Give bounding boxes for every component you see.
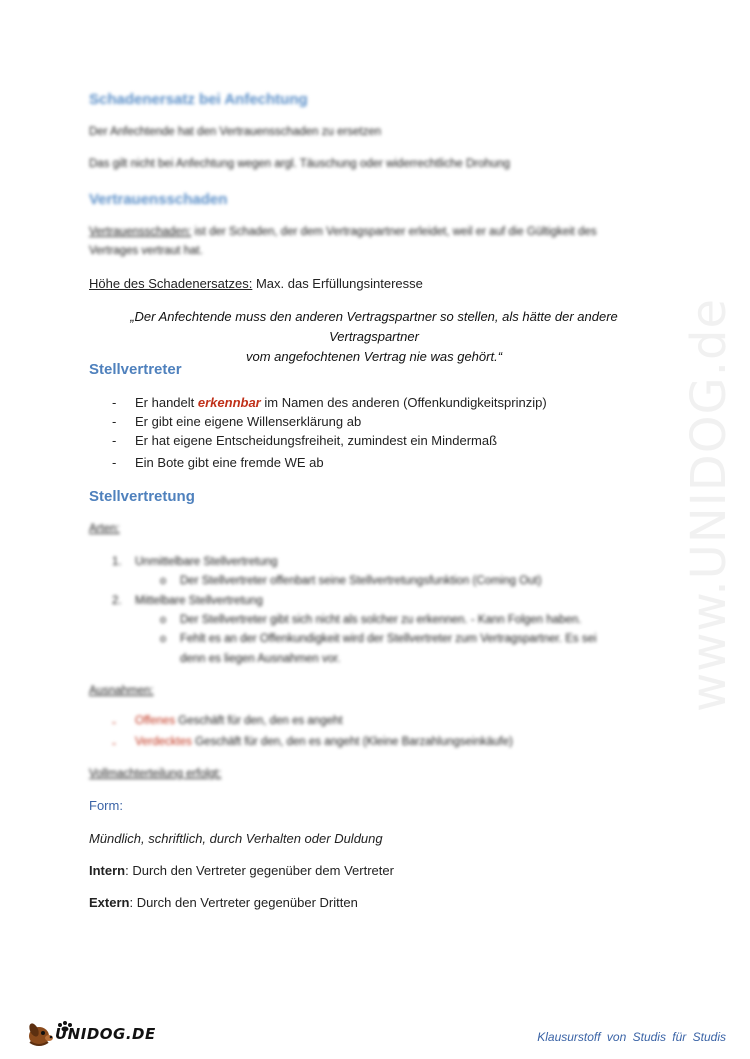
heading-stellvertreter: Stellvertreter [89, 361, 182, 378]
list-item-unmittelbar: Unmittelbare Stellvertretung [135, 556, 278, 568]
sub-bullet: o [160, 575, 167, 587]
bullet-marker: - [112, 395, 117, 410]
vertrauensschaden-definition-line-2: Vertrages vertraut hat. [89, 245, 203, 257]
sub-item-3-line-2: denn es liegen Ausnahmen vor. [180, 653, 341, 665]
anfechtung-line-1: Der Anfechtende hat den Vertrauensschaden zu ersetzen [89, 126, 382, 138]
arten-label: Arten: [89, 523, 120, 535]
sub-item-3-line-1: Fehlt es an der Offenkundigkeit wird der Stellvertreter zum Vertragspartner. Es sei [180, 633, 597, 645]
vollmacht-label: Vollmachterteilung erfolgt: [89, 768, 222, 780]
intern-label: Intern [89, 863, 126, 878]
bullet-marker: - [112, 433, 117, 448]
vertrauensschaden-def-1: ist der Schaden, der dem Vertragspartner erleidet, weil er auf die Gültigkeit des [194, 226, 597, 238]
bullet-marker: - [112, 736, 116, 750]
stellvertreter-bullet-3: Er hat eigene Entscheidungsfreiheit, zumindest ein Mindermaß [135, 433, 498, 448]
ausnahme-2-text: Geschäft für den, den es angeht (Kleine Barzahlungseinkäufe) [191, 736, 513, 748]
ausnahme-item-2 [135, 736, 513, 748]
extern-line [89, 895, 358, 910]
heading-schadenersatz: Schadenersatz bei Anfechtung [89, 91, 308, 108]
anfechtung-line-2: Das gilt nicht bei Anfechtung wegen argl. Täuschung oder widerrechtliche Drohung [89, 158, 511, 170]
hoehe-value: Max. das Erfüllungsinteresse [255, 276, 423, 291]
vertrauensschaden-term: Vertrauensschaden: [89, 226, 192, 238]
hoehe-label: Höhe des Schadenersatzes: [89, 276, 253, 291]
extern-label: Extern [89, 895, 130, 910]
sub-bullet: o [160, 633, 167, 645]
vertrauensschaden-definition-line-1 [89, 226, 597, 238]
list-number-1: 1. [112, 556, 122, 568]
bullet-marker: - [112, 715, 116, 729]
bullet-marker: - [112, 414, 117, 429]
ausnahme-1-keyword: Offenes [135, 715, 176, 727]
logo-text: UNIDOG.DE [55, 1025, 156, 1043]
bullet-1-post: im Namen des anderen (Offenkundigkeitsprinzip) [260, 395, 547, 410]
form-value: Mündlich, schriftlich, durch Verhalten oder Duldung [89, 831, 383, 846]
sub-item-1: Der Stellvertreter offenbart seine Stellvertretungsfunktion (Coming Out) [180, 575, 542, 587]
ausnahme-1-text: Geschäft für den, den es angeht [175, 715, 343, 727]
ausnahme-item-1 [135, 715, 343, 727]
footer-tagline: Klausurstoff von Studis für Studis [537, 1030, 726, 1044]
quote-block [89, 307, 659, 367]
sub-item-2: Der Stellvertreter gibt sich nicht als solcher zu erkennen. - Kann Folgen haben. [180, 614, 582, 626]
bullet-1-emphasis: erkennbar [197, 395, 261, 410]
list-item-mittelbar: Mittelbare Stellvertretung [135, 595, 263, 607]
intern-line [89, 863, 394, 878]
stellvertreter-bullet-2: Er gibt eine eigene Willenserklärung ab [135, 414, 362, 429]
quote-line-2: vom angefochtenen Vertrag nie was gehört.“ [245, 349, 503, 364]
ausnahmen-label: Ausnahmen: [89, 685, 154, 697]
quote-line-1: „Der Anfechtende muss den anderen Vertragspartner so stellen, als hätte der andere Vertragspartner [130, 309, 618, 344]
extern-value: : Durch den Vertreter gegenüber Dritten [129, 895, 358, 910]
bullet-1-pre: Er handelt [135, 395, 198, 410]
intern-value: : Durch den Vertreter gegenüber dem Vertreter [125, 863, 394, 878]
stellvertreter-bullet-4: Ein Bote gibt eine fremde WE ab [135, 455, 324, 470]
sub-bullet: o [160, 614, 167, 626]
ausnahme-2-keyword: Verdecktes [135, 736, 192, 748]
heading-vertrauensschaden: Vertrauensschaden [89, 191, 228, 208]
watermark: www.UNIDOG.de [681, 297, 737, 713]
stellvertreter-bullet-1 [135, 395, 547, 410]
bullet-marker: - [112, 455, 117, 470]
hoehe-schadenersatz [89, 276, 423, 291]
list-number-2: 2. [112, 595, 122, 607]
form-label: Form: [89, 798, 123, 813]
heading-stellvertretung: Stellvertretung [89, 488, 195, 505]
